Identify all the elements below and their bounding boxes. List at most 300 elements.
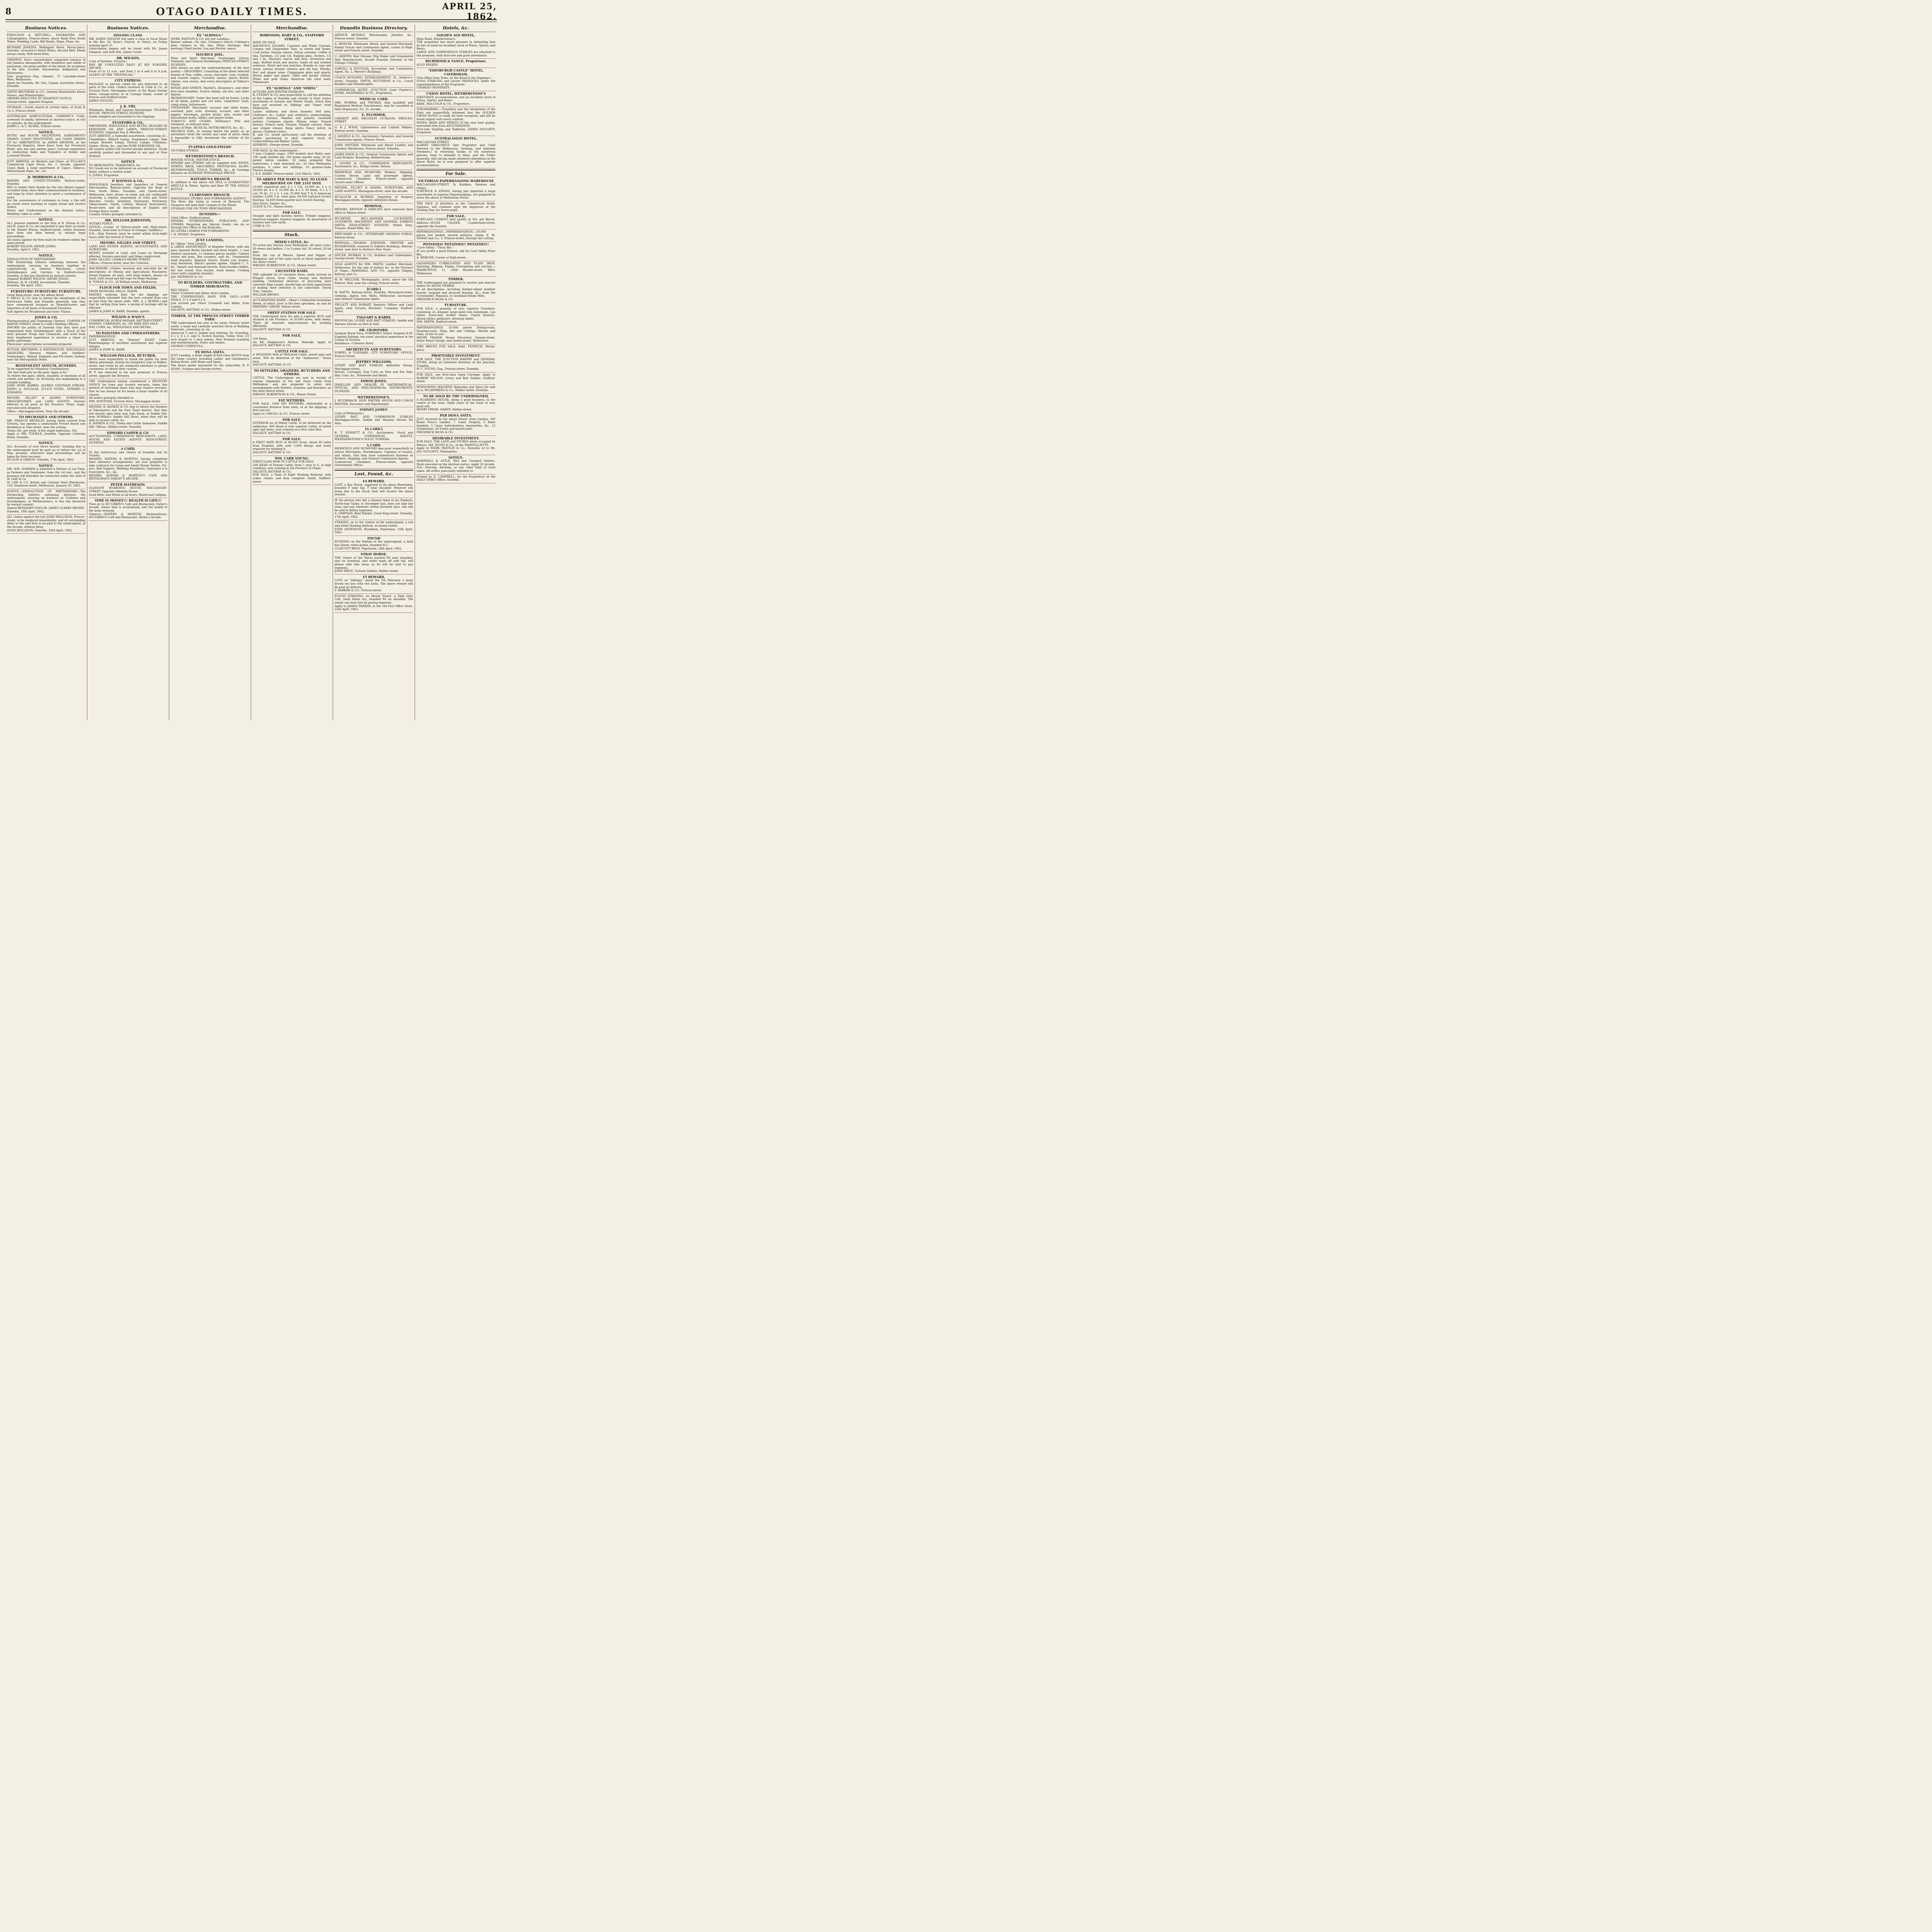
ad-text: M'CALLUM & MURRAY, Importers of Drapery, Maclaggan-street, opposite Abbeyleix House. <box>335 195 413 202</box>
ad-text: WRIGHT, ROBERTSON, & CO., Manse-street. <box>253 263 317 267</box>
ad-title: ROBINSON, HART & CO., STAFFORD STREET, <box>260 33 324 41</box>
ad-text: PARTIES ordering flour for the diggings are respectfully informed that the best colonial flour can be had from the above mills, (MR. A. J. BURNS,) and that by carting from here, a saving of carriage will be effected. <box>89 293 167 310</box>
ad-text: THE Undersigned are prepared to receive and execute orders for KAURI TIMBER, <box>417 281 495 288</box>
advertisement <box>7 90 85 105</box>
advertisement <box>335 575 413 594</box>
ad-text: Apply to MR. TOFIELD, Jeweller, Opposite Criterion Hotel, Dunedin. <box>7 432 85 439</box>
ad-text: LIVERY, BAIT, AND COMMISSION STABLES Maclaggan-street. Saddle and Harness Horses for Hire. <box>335 415 413 425</box>
advertisement <box>171 350 249 372</box>
advertisement <box>253 269 331 298</box>
ad-text: MINERS, STOREKEEPERS, PUBLICANS, AND OTHERS, Requiring any Special Goods, can do so through this Office or the Branches. <box>171 219 249 230</box>
ad-text: ACCLIMATISED RAMS.—Shaw's Celebrated Australian Breed, of which 'Jove' is the best specimen, on sale by FREDERIC GREER, Manse street. <box>253 298 331 309</box>
ad-title: JEFFREY WILLIAMS, <box>355 360 392 364</box>
ad-text: FROM MOSSGIEL MILLS, TAIERI. <box>89 289 138 293</box>
ad-text: Terms 30s. per week. A few single bedrooms, 35s. <box>7 429 78 432</box>
ad-text: FOR SALE, a quantity of very superior Furniture, consisting of—Elegant large-sized iron bedsteads, Loo tables, horse-hair stuffed chairs, Chests drawers, dining tables, palliasses, dressing tables. <box>417 306 495 320</box>
ad-text: RICHARD JENKINS, Wellington Hotel, Moray-place, Dunedin, Licensed to Retail Wines, Ale and Beer. Meals always ready. Well-aired Beds. <box>7 45 85 56</box>
ad-text: J. & E. BAIRD, Princes-street. 21st March, 1862. <box>253 172 321 175</box>
ad-title: CLARENDON BRANCH. <box>189 193 231 197</box>
ad-text: A. MERCER, Corner of High-street. <box>417 256 467 260</box>
advertisement <box>335 161 413 170</box>
ad-text: THE UNDERSIGNED HAVE FOR SALE:—6,000 DEALS, 11 x 3 and 9 x 3, <box>171 294 249 302</box>
advertisement <box>335 185 413 194</box>
ad-title: E. PLUMMER, <box>361 113 386 117</box>
ad-text: Printed by D. CAMPBELL, for the Proprietors at the DAILY TIMES Office, Dunedin. <box>417 474 495 482</box>
ad-text: RED DEALS. <box>171 288 189 292</box>
advertisement <box>7 440 85 463</box>
ad-text: VICTORIA STORES. <box>171 148 199 152</box>
ad-text: STORAGE.—Goods stored at current rates, at Scott & Co.'s, Princes-street. <box>7 105 85 112</box>
column-5 <box>333 25 415 720</box>
ad-text: George-street, opposite Hospital. <box>7 100 54 104</box>
ad-text: CATTLE. The Undersigned are now in receipt of regular shipments of Fat and Store Cattle from Wellington, and are prepared to enter into arrangements with Settlers, Graziers, and Butchers, on the most liberal terms. <box>253 376 331 393</box>
column-1 <box>5 25 87 720</box>
ad-text: To relieve the aged, infirm, disabled, or destitute of all creeds and nations, by receiving and maintaining in a suitable building. <box>7 374 85 384</box>
ad-text: ANNE MOLLISON. Dunedin, 23rd April, 1862. <box>7 528 73 532</box>
ad-text: SPICER, MURRAY, & CO., Builders and Undertakers, George-street, Dunedin. <box>335 253 413 260</box>
ad-title: PER DONA ANITA. <box>440 413 472 417</box>
ad-text: HAS always on sale the undermentioned, of the best quality:—GROCERIES. Consisting of the finest selected brands of Teas, coffee, cocoa, chocolate, Loaf, crushed, and counter sugars, Currants, raisins, spices, Butter, cheese, wax vestas, And every description of Oilmen's Stores. <box>171 66 249 87</box>
ad-text: COMMERCIAL HOTEL, JUNCTION, (Late Charlie's.) HOME, WEATHERLY & CO., Proprietors. <box>335 88 413 95</box>
ad-text: S. JONES, Proprietor. <box>89 173 119 177</box>
ad-text: AUCTIONEERS, COMMISSION MERCHANTS, LAND, HOUSE AND ESTATE AGENTS, HIGH-STREET, DUNEDIN. <box>89 434 167 445</box>
ad-title: TO SETTLERS, GRAZIERS, BUTCHERS AND OTHERS. <box>253 368 330 376</box>
ad-text: Dunedin, April 9, 1862. <box>7 248 40 252</box>
ad-text: RUNNING on the Station of the undersigned, a dark bay Horse, white points, branded H.C. <box>335 540 413 547</box>
advertisement <box>253 148 331 177</box>
advertisement <box>171 212 249 238</box>
advertisement <box>7 58 85 90</box>
advertisement <box>335 594 413 613</box>
ad-text: ALBERT GREGORIUS (late Proprietor and Chief Steward to the Melbourne, Geelong, and Adelaide Steamers,) in returning thanks to his numerous patrons, begs to intimate to them, and the Public generally, that having made extensive alterations in the above Hotel, he is now prepared to offer superior accommodation. <box>417 143 495 167</box>
ad-text: J. M'CORMACK, SIGN WRITER, HOUSE AND COACH PAINTER, Decorator and Paperhanger. <box>335 399 413 406</box>
advertisement <box>89 159 167 179</box>
ad-text: MR. WM. SOMNER is admitted a Partner of our Firm, as Farmers and Seedsmen, from the 1st inst., and the business will hereafter be conducted under the style of W. LAW & Co. <box>7 467 85 481</box>
ad-text: STRAYED, on to the station of the undersigned, a red and white Working Bullock, no brand visible. <box>335 520 413 528</box>
ad-text: The River Bar being in course of Removal, The Steamers will land their Cargoes at the Wharf. <box>171 200 249 207</box>
advertisement <box>89 218 167 241</box>
ad-text: LAND AND ESTATE AGENTS, ACCOUNTANTS, AND SURVEYORS. <box>89 244 167 252</box>
advertisement <box>417 277 495 303</box>
ad-title: NOTICE <box>121 160 135 164</box>
ad-text: N.B.—Ship Protests must be noted within forty-eight hours after the Arrival of Vessel. <box>89 232 167 239</box>
ad-text: American T. and G. lumber and shelving. Do. Scantling, 4 x 2, 6 x 2, and G. Scotch flooring. Cedar, from 1/2 inch boards to 3 inch planks. New Zealand scantling and weatherboards. Doors and sashes. <box>171 331 249 345</box>
ad-text: MACLAGGAN-STREET. <box>417 140 450 144</box>
advertisement <box>89 120 167 160</box>
advertisement <box>335 328 413 347</box>
ad-text: DALGETY, RATTRAY, & CO., Walker-street. <box>171 308 231 312</box>
advertisement <box>7 217 85 253</box>
ad-text: Spirits of Wine. MUSICAL INSTRUMENTS, &c., &c. <box>171 126 245 130</box>
issue-date: APRIL 25, 1862. <box>442 2 497 22</box>
ad-text: BAKERS AND CONFECTIONERS, Rattray-street, Dunedin. <box>7 179 85 186</box>
ad-text: Wholesale, Retail, and General Storekeeper, TELEPKA HOUSE, PRINCES STREET, DUNEDIN. <box>89 108 167 115</box>
section-heading: Stock. <box>253 231 331 238</box>
ad-title: [A CARD.] <box>365 427 383 431</box>
ad-title: TO PAINTERS AND UPHOLSTERERS. <box>95 331 161 335</box>
advertisement <box>7 363 85 396</box>
advertisement <box>417 303 495 325</box>
ad-title: TO ARRIVE PER MARY & RAY, TO LEAVE MELBOURNE ON THE 21ST INST. <box>256 177 328 185</box>
advertisement <box>417 242 495 261</box>
ad-title: ARCHITECTS AND SURVEYORS. <box>345 347 402 351</box>
ad-text: Subscription papers will be found with Mr. James Simpson, and with Wm. James Currie. <box>89 47 167 54</box>
ad-title: WETHERSTONE'S BRANCH. <box>185 154 235 158</box>
advertisement <box>171 52 249 145</box>
advertisement <box>253 298 331 310</box>
ad-text: WINTER STOCK. WINTER STOCK. <box>171 158 221 162</box>
ad-text: JOHN HYDE HARRIS. ALFRED CHETHAM STRODE. JAMES A. DOUGLAS. JULIUS VOGEL. EDWARD G. EDWARDS. <box>7 384 85 394</box>
ad-text: MESSRS. PILLIET & ADAMS, SURVEYORS, DRAUGHTSMEN, and LAND AGENTS. Surveys effected in all parts of the Province. Plans, maps, executed with despatch. <box>7 396 85 410</box>
ad-text: Apply to WEBB, PANTLIN & Co., Dunedin; or to Mr. JAS. DOUGHTY, Tokomairiro. <box>417 446 495 453</box>
advertisement <box>7 45 85 58</box>
ad-text: NOTICE.—DISSOLUTION OF PARTNERSHIP.—The Partnership hitherto subsisting between the undersigned, carrying on business as Clothiers and Storekeepers, at Wetherstone's, is this day dissolved by mutual consent. <box>7 490 85 507</box>
ad-title: AUSTRALASIAN HOTEL, <box>434 136 478 141</box>
advertisement <box>417 214 495 230</box>
advertisement <box>171 33 249 52</box>
ad-text: MAY BE CONSULTED DAILY AT HIS SURGERY, ARCADE, <box>89 63 167 70</box>
advertisement <box>417 201 495 214</box>
ad-text: COACH BUILDING ESTABLISHMENT, St. Andrew's-street, Dunedin. SMITH, HUTCHENS & Co., Coach Builders and Wheelwrights. <box>335 75 413 86</box>
ad-title: [CARD.] <box>367 287 381 291</box>
ad-title: EX DONA ANITA. <box>195 350 225 354</box>
ad-text: Sole proprietor—Day, chemist, 27 Lonsdale-street West, Melbourne. <box>7 74 85 82</box>
ad-text: Offices—Princes-street, near the Criterion. <box>89 261 150 265</box>
ad-title: CATTLE FOR SALE. <box>275 349 309 353</box>
ad-text: W. P. has removed to his new premises in Princes street, opposite the Brewery. <box>89 371 167 378</box>
ad-title: BENEVOLENT ASYLUM, DUNEDIN. <box>15 363 77 367</box>
ad-text: HAY, CORN, &c. WHOLESALE AND RETAIL. <box>89 325 152 329</box>
masthead <box>5 4 497 20</box>
ad-text: HENRY FREDK. HARDY, Walker-street. <box>417 408 472 412</box>
ad-text: MERIFIELD AND MUMFORD, Brokers, Shipping, Custom House, Land and passenger Agents, Commercial Chambers, Princes-street, opposite Govern ment Offices. <box>335 170 413 184</box>
ad-title: NOTICE. <box>38 253 54 258</box>
advertisement <box>89 353 167 379</box>
ad-title: TIME IS MONEY!!! HEALTH IS LIFE!!! <box>94 498 162 503</box>
ad-text: B. UTEMPT & CO. beg respectfully to call the attention of the Ladies of Dunedin and vicinity to their choice assortment of Autumn and Winter Goods, which they have just received ex 'Aldinga' and 'Omeo' from Melbourne. <box>253 93 331 110</box>
column-heading: Merchandise. <box>253 25 331 32</box>
ad-text: STATIONERY. Merchants' account and other books, overland, post, note, drawing, account, and other papers; Envelopes, pocket books, also, novels and educational works, bibles, and prayer books. <box>171 106 249 120</box>
ad-text: PAPERHANGINGS. 10,000 pieces Dining-room, Drawing-room, Shop, Bar and Ceilings, Marble and Oaks, in lots to suit. <box>417 325 495 336</box>
ad-text: DALGETY, RATTRAY, & CO. <box>253 363 292 367</box>
advertisement <box>335 407 413 427</box>
ad-title: STRAY HORSE. <box>361 552 387 556</box>
ad-text: BAGGAGE or parcels called for and delivered to all parts of the town. Orders received at Cobb & Co., at Victoria Store, Maclaggan-street; at the Royal George Hotel, George-street; or at Cartage Stand, corner of Princes and Stafford-street. <box>89 82 167 99</box>
advertisement <box>335 253 413 262</box>
ad-text: Country Orders promptly attended to. <box>89 213 143 216</box>
ad-title: POTATOES! POTATOES!! POTATOES!! <box>423 242 489 246</box>
ad-text: ALL persons indebted to the firm of R. Wilson & Co. and H. Jones & Co. are requested to pay their accounts to Mr. Robert Wilson, Stafford-street, within fourteen days from this date hereof, to obviate legal proceedings. <box>7 221 85 238</box>
ad-text: All claims against the firm must be rendered within the same period. <box>7 238 85 245</box>
ad-text: (Signed) ROBERT WILSON. HENRY JONES. <box>7 277 69 281</box>
ad-text: FOR SALE, THE LAND and STORES lately occupied by Messrs. JAS. WOOD & Co., at the WAIHOLA JETTY. <box>417 440 495 447</box>
ad-title: SYDNEY JAMES' <box>359 408 388 412</box>
ad-title: TO BE SOLD BY THE UNDERSIGNED, <box>423 394 489 398</box>
column-heading: Hotels, &c. <box>417 25 495 32</box>
ad-text: IF the person who left a chesnut mare in my Paddock, North-east Valley, in December last, does not take her away and pay expenses within fourteen days, she will be sold to defray expenses. <box>335 498 413 512</box>
advertisement <box>89 430 167 446</box>
ad-text: The above goods warranted by the subscriber, R. P. ADAM, Octagon and George-streets. <box>171 364 249 371</box>
ad-text: A. SIMPSON, Beef Market, Great King-street. Dunedin, 17th April, 1862. <box>335 512 413 519</box>
ad-text: IF you prefer a good Potatoe, ask for Cave Valley Flour Bin. <box>417 249 495 256</box>
ad-title: EDWARD CASPER & CO. <box>107 430 150 435</box>
ad-text: Oliver Cromwell and Akbar, from London. <box>171 291 230 295</box>
advertisement <box>335 347 413 360</box>
ad-title: MESSRS. GILLIES AND STREET, <box>100 241 156 245</box>
column-heading: Business Notices. <box>7 25 85 32</box>
advertisement <box>89 179 167 218</box>
ad-title: WM. CARR YOUNG. <box>275 456 309 460</box>
advertisement <box>335 216 413 232</box>
column-3 <box>169 25 251 720</box>
ad-text: ALL claims against the late JOHN MOLLISON, Princes-street, to be rendered immediately; and all outstanding debts to the said firm to be paid to the undersigned, at the Arcade, without delay. <box>7 515 85 529</box>
ad-text: Sole Agents for Broadwood and Sons' Pianos. <box>7 310 71 313</box>
ad-text: WINNOWING MACHINE (Ransome and Sims) for sale by A. M'LANDRESS & Co., Walker-street, Dunedin. <box>417 385 495 392</box>
ad-text: FIRST-RATE accommodation, and an excellent stock of Wines, Spirits, and Beers. <box>417 95 495 102</box>
ad-text: J. LEVIEN & CO., COMMISSION MERCHANTS, Auctioneers, &c., Bridge-street, Nelson. <box>335 161 413 168</box>
ad-text: MACHINERY.—Orders received and executed for all descriptions of Mining and Agricultural Machinery, Steam Engines, all sizes, with large boilers, always on hand, with round and flat rope for Rope Haulage. <box>89 267 167 281</box>
ad-text: MAURITIUS SUGARS, Counters and White Crystals, Congou and Gunpowder Teas, in chests and boxes; Cork butter, Dunlop cheese, Patras currants, Coffee in tins, Sardines, 1/2 and 1/4, English jams, Oysters, 1/2 and 1 lb., Mustard, starch, and blue, Arrowroot and sago, Bottled fruits and sauces, Salad oil and scented essences, Wood and wax matches, Brandy in case and wood, various brands; Geneva and old tom; Whisky; Port and ginger wine; Champagne pints and quarts; Brown paper and paper; Table and pocket cutlery; White and gold china; American tail clout nails; Platedware. <box>253 44 331 84</box>
ad-title: NOTICE. <box>448 455 464 459</box>
ad-text: GOOD STABLING and secure PADDOCKS, under the superintendence of the Proprietor. <box>417 79 495 86</box>
ad-text: PORTLAND CEMENT, best quality at 30s. per Barrel. Address—HUGH CALDER, Cumberland-street, opposite the Foundry. <box>417 218 495 228</box>
ad-text: MAURICE JOEL, in coming before the public as an advertiser—from the variety and value of stock—finds it impossible to fully enumerate the articles of his Stock. <box>171 129 249 143</box>
ad-text: Signed BENJAMIN NAYLOR. JAMES CLARKE BROWN. <box>7 506 85 510</box>
ad-text: AUSTRALIAN AGRICULTURAL COMPANY'S COAL, screened of smithy, delivered at shortest notice, in city or suburbs, by the undersigned. <box>7 114 85 125</box>
ad-text: W. WATTS, Rattray-street, Dunedin; Moorabool-street, Geelong.—Agent, Geo. Watts, Melbourne: Auctioneer and General Commission Agent. <box>335 291 413 301</box>
ad-text: PORTWICK & ATKINS, having just imported a large assortment of superior Paperhangings, are prepared to serve the above at Melbourne Prices. <box>417 189 495 200</box>
advertisement <box>7 33 85 45</box>
ad-text: MESSRS. WATERS & MORTON, having completed their extensive arrangements, are now prepared to take contracts for Large and Small Dinner Parties, Pic-nics, Ball Suppers, Wedding Breakfasts, Dejeuners a la Fourchette, &c., &c. <box>89 457 167 474</box>
ad-title: TUAPEKA GOLD-FIELDS' <box>188 145 232 149</box>
ad-text: STORAGE FOR 500 TONS MERCHANDISE. <box>171 206 233 210</box>
ad-text: 200 HEAD of Female Cattle, from 1 year to 6, in high condition, now running in the Province of Otago. <box>253 463 331 470</box>
ad-text: Surgeon Royal Navy, FORMERLY Senior Surgeon H.M. Flagship Raleigh; ten years' practical experience in the Colony of Victoria. <box>335 332 413 342</box>
ad-text: THE undersigned has now in his yards, Princes street south, a large and carefully assorted Stock of Building Materials, consisting of, viz., <box>171 321 249 332</box>
ad-text: NO Goods are to be delivered on account of Provincial Hotel, without a written order. <box>89 167 167 173</box>
advertisement <box>335 287 413 303</box>
advertisement <box>335 97 413 112</box>
advertisement <box>335 552 413 575</box>
column-6 <box>415 25 497 720</box>
advertisement <box>253 437 331 456</box>
ad-text: Pastry and Confectionery on the shortest notice. Wedding Cakes to order. <box>7 208 85 216</box>
advertisement <box>335 443 413 469</box>
advertisement <box>417 230 495 242</box>
advertisement <box>417 261 495 277</box>
ad-text: FREDERICK MOSS & CO. <box>417 430 454 434</box>
ad-text: R. TOWNS & CO., 26 William-street, Melbourne. <box>89 280 158 284</box>
ad-text: BEG to tender their thanks for the very liberal support accorded them since their commencement in business, and hope by strict attention to merit a continuance of same. <box>7 185 85 199</box>
ad-text: AULD REEKIE! <box>417 63 439 66</box>
ad-text: Draught and light harness horses; Freight waggons; American buggies; Express waggons; An assortment of harness and corn sacks. <box>253 214 331 224</box>
ad-text: "He that hath pity on the poor, lappy is he." <box>7 371 68 374</box>
advertisement <box>335 520 413 536</box>
advertisement <box>417 455 495 474</box>
ad-text: HORSES, CARRIAGES, &c. ON HIRE AND SALE. <box>89 322 159 326</box>
advertisement <box>335 88 413 97</box>
advertisement <box>417 474 495 483</box>
ad-text: GLASGOW BOARDING HOUSE, MACLAGGAN-STREET, Opposite Abbeleix House. <box>89 486 167 493</box>
ad-text: SMITH BROTHERS & CO., General Blacksmiths Horse Shoers, and Wheelwrights. <box>7 90 85 97</box>
ad-text: A FIRST RATE RUN of 40,000 Acres, about 60 miles from Dunedin, with over 5,000 Sheep; and every requisite for working it. <box>253 440 331 451</box>
ad-title: A CARD. <box>121 446 136 451</box>
ad-text: THE SALE of Jewellery at the Commercial Hotel, Upstairs, will continue until the departure of the Guiding Star, for Invercargill. <box>417 201 495 212</box>
ad-text: PAPERHANGINGS. <box>89 335 116 338</box>
ad-title: FURNITURE! FURNITURE! FURNITURE. <box>10 289 82 293</box>
ad-text: F. KRULL & CO. beg to inform the inhabitants of the North-east Valley and Dunedin generally, that they have commenced business as Manufacturers and Importers of all kinds of Household Furniture. <box>7 296 85 310</box>
ad-text: For the convenience of customers in town, a Van will go round every morning to supply bread and receive orders. <box>7 199 85 209</box>
ad-text: DRS. WORRAL and THOMAS, duly qualified and Registered Medical Practitioners, may be consulted at their Dispensary, No. 35, Arcade. <box>335 100 413 111</box>
advertisement <box>335 54 413 66</box>
ad-text: JAMES & JOHN H. BARR, Dunedin, agents. <box>89 309 150 313</box>
ad-text: (Two Miles from Town, on the Road to the Diggings.) <box>417 76 492 80</box>
ad-text: JUST ARRIVED, a Splendid Assortment, consisting of—Chandeliers, Billiard Lamps, Suspension Lamps, Side Lamps, Bracket Lamps, Parlour Lamps; Chimneys, Globes, Wicks, &c.; and the PURE KEROSENE OIL. <box>89 134 167 148</box>
advertisement <box>89 56 167 78</box>
advertisement <box>335 315 413 328</box>
advertisement <box>335 262 413 277</box>
advertisement <box>417 91 495 107</box>
ad-text: DISSOLUTION OF PARTNERSHIP. <box>7 257 56 261</box>
ad-text: THE Undersigned having commenced a REGISTRY OFFICE for town and country servants, takes this method of informing those who may require servants, that he has always on his books a large number of all classes. <box>89 379 167 396</box>
ad-text: SOLE AGENTS for WM. SMITH, Leather Merchant, Melbourne, for the sale of leather &c. in the Province of Otago.—MARSHALL AND CO., opposite Dalgety, Rattray, and Co. <box>335 262 413 276</box>
advertisement <box>171 280 249 313</box>
ad-text: PROVINCIAL LIVERY AND BAIT STABLES. Saddle and Harness Horses on Hire & Sale. <box>335 319 413 326</box>
ad-text: Dunedin, 9th April, 1862. <box>7 284 43 287</box>
advertisement <box>253 368 331 398</box>
ad-title: TO MECHANICS AND OTHERS. <box>19 415 74 419</box>
advertisement <box>253 33 331 86</box>
ad-text: Wine and Spirit Merchant, Ironmonger, Grocer, Stationer, and General Storekeeper, PRINCES-STREET, DUNEDIN, <box>171 56 249 66</box>
ad-text: THE Partnership hitherto subsisting between the undersigned, carrying on business together in copartnership as General Merchants, Livery Stablekeepers and Carriers, in Stafford-street, Dunedin, is this day dissolved by mutual consent. <box>7 260 85 277</box>
ad-title: MAURICE JOEL, <box>196 52 224 56</box>
advertisement <box>89 285 167 315</box>
ad-title: TO BUILDERS, CONTRACTORS, AND TIMBER MERCHANTS. <box>178 281 242 288</box>
ad-text: FOR SALE, THE JUNCTION BAKERY and GENERAL STORE, doing an extensive Business at the Junction, Tuapeka. <box>417 357 495 367</box>
ad-text: PAPERHANGINGS.—PAPERHANGINGS.—30,000 pieces just landed, several patterns, cheap. E. M. INMAN and Co., 3, Princes-street, through the cutting. <box>417 230 495 240</box>
advertisement <box>417 59 495 68</box>
ad-text: JOHN SWITZER, Wholesale and Retail Leather and Grindery Warehouse, Princes-street, Dunedin. <box>335 143 413 151</box>
advertisement <box>335 33 413 42</box>
ad-text: SUPERIOR lot of Mixed Cattle, to be delivered on the Ashburton. 800 Head of very superior Cattle, of mixed ages and sexes, now running on a first class Run. <box>253 421 331 432</box>
ad-text: JAMES & JOHN H. BARR. <box>89 348 126 352</box>
advertisement <box>417 394 495 413</box>
advertisement <box>253 349 331 368</box>
ad-text: Just arrived per Oliver Cromwell and Akbar, from London. <box>171 301 249 308</box>
ad-text: CHARGES MODERATE. <box>417 86 451 90</box>
column-2 <box>87 25 169 720</box>
advertisement <box>171 177 249 192</box>
advertisement <box>335 195 413 204</box>
ad-title: CITY EXPRESS. <box>114 78 142 83</box>
advertisement <box>89 446 167 482</box>
advertisement <box>335 143 413 152</box>
ad-title: FOR SALE. <box>282 437 301 441</box>
ad-text: TOKOMAIRIRO.—Travellers and the inhabitants of the Plain are respectfully informed that the GOLDEN CROSS HOTEL is ready for their reception, and will be found replete with every comfort. <box>417 107 495 121</box>
ad-title: MIXED CATTLE, &c. <box>274 240 310 244</box>
ad-text: JAS. PATERSON & CO. <box>171 275 203 279</box>
ad-text: From 10 to 12 a.m., and from 2 to 4 and 6 to 8 p.m. SLEEPS AT THE "PROVINCIAL." <box>89 69 167 77</box>
ad-text: TOBACCO AND CIGARS, Holloway's Pills and Ointment, at reduced rates. <box>171 119 249 126</box>
advertisement <box>335 42 413 54</box>
advertisement <box>417 353 495 372</box>
ad-text: From the run of Messrs. Speed and Higgie, of Wanganui, and of the same stock as those imported in the above vessel. <box>253 253 331 264</box>
ad-text: Great King-street, near the Albion Hotel. <box>7 293 65 297</box>
ad-text: A SPLENDID Mob of Well-bred Cattle, mixed ages and sexes. Will be delivered at the "Ashburton." Terms easy. <box>253 353 331 363</box>
ad-text: IRONMONGERY. Under this head will be found—Locks of all kinds, patent and cut nails, carpenters' tools, camp ovens, hollowware. <box>171 96 249 106</box>
ad-title: £4 REWARD. <box>362 479 385 483</box>
advertisement <box>417 385 495 394</box>
column-4 <box>251 25 333 720</box>
ad-text: To the Aristocracy and Gentry of Dunedin and its Vicinity. <box>89 450 167 457</box>
ad-title: FOR SALE, <box>446 214 466 218</box>
advertisement <box>335 66 413 75</box>
ad-text: FIRST-CLASS MOB OF CATTLE FOR SALE. <box>253 460 315 464</box>
ad-text: J. DANIELS & CO., Auctioneers, Valuators, and General Commission Agents, Princes Street. <box>335 134 413 141</box>
ad-title: FOR SALE, <box>282 333 301 337</box>
ad-text: N.B.—Fencing, ditching, or any other kind of work taken. All orders punctually attended to. <box>417 466 495 473</box>
ad-title: DR. WILSON, <box>116 56 140 60</box>
advertisement <box>89 482 167 498</box>
advertisement <box>171 154 249 177</box>
ad-text: (Late of Kyneton, Victoria,) <box>89 60 127 63</box>
advertisement <box>7 130 85 159</box>
ad-text: JUST ARRIVED, ex Western and Omeo, at FULLAN'S Commercial Cigar Divan, No. 1, Arcade, opposite Union Bank, a large assortment of Cigars, Tobacco, Meerschaum Pipes, &c., &c. <box>7 159 85 173</box>
ad-text: Main Road, Weatherstone's. <box>417 37 456 41</box>
ad-text: Physicians' prescriptions accurately prepared. <box>7 342 73 346</box>
advertisement <box>335 277 413 286</box>
ad-text: BEGS most respectfully to thank the public for their liberal patronage, during his temporary stay in Walker-street, and trusts by his continued exertions to please customers, to obtain their custom. <box>89 357 167 371</box>
ad-title: MEDICAL CARD. <box>359 97 389 101</box>
ad-text: JUST Landing, a large supply of first-class BOOTS from the home country, including Ladies' and Gentlemen's Riding Boots, with Boxes and Spats. <box>171 354 249 364</box>
advertisement <box>417 413 495 436</box>
advertisement <box>89 104 167 120</box>
ad-text: FOUND STRAYING, on Mount Stuart, a Dark Grey Colt, (with halter on), branded FA on shoulder. The owner can have him by paying expenses. <box>335 594 413 604</box>
advertisement <box>335 479 413 498</box>
advertisement <box>7 415 85 440</box>
ad-text: CARGILL & DOUGLAS, Accountant and Commission Agent, No. 2, Mercer's Buildings. <box>335 66 413 74</box>
ad-text: MESSRS. WATERS & MORTON'S CAFE AND RESTAURANT, FARLEY'S ARCADE. <box>89 473 167 481</box>
ad-text: AUTUMN AND WINTER FASHIONS. <box>253 90 305 94</box>
ad-text: ALL Accounts of over three months' standing due to the undersigned must be paid on or before the 1st of May, proximo, otherwise legal proceedings will be taken for their recovery. <box>7 444 85 458</box>
ad-text: WHOLESALE STORES AND FORWARDING AGENCY. <box>171 196 247 200</box>
ad-title: REMOVAL. <box>364 204 383 208</box>
ad-text: W. M. MELUISH, Photographic Artist, above the Old Fellows' Hall, near the cutting, Princes-street. <box>335 278 413 285</box>
ad-text: GEORGE O'DRISCOLL. <box>171 344 204 348</box>
ad-text: OFFICE:—Corner of Princes-street and High-street, Dunedin, (next door to Fraser & Granger, Saddlers.) <box>89 225 167 232</box>
ad-text: LOST, ex "Aldinga," about the 5th February, a large brown tea box with two locks. The above reward will be paid on delivery. <box>335 578 413 589</box>
advertisement <box>7 175 85 217</box>
ad-text: G. & J. M'KAY, Upholsterers and Cabinet Makers, Rattray-street, Dunedin. <box>335 126 413 133</box>
advertisement <box>89 315 167 330</box>
ad-text: All orders promptly attended to. <box>89 396 134 400</box>
advertisement <box>89 33 167 56</box>
ad-title: D. MORRISON & CO., <box>27 175 65 179</box>
ad-title: A CARD. <box>366 443 381 447</box>
ad-text: PORPEL & TOXWARD, CITY SURVEYORS' OFFICE, Princes Street. <box>335 351 413 358</box>
ad-text: NO EXTRA CHARGE FOR FORWARDING <box>171 229 230 233</box>
advertisement <box>417 107 495 136</box>
ad-title: MR. WILLIAM JOHNSTON, <box>105 218 151 222</box>
advertisement <box>89 240 167 266</box>
ad-text: WRIGHT, ROBERTSON & CO., Manse Street. <box>253 393 317 396</box>
ad-text: 100 Rams. <box>253 337 268 341</box>
advertisement <box>417 136 495 168</box>
ad-text: B. and Co. would particularly call the attention of Ladies purchasing to their superior stock of Underclothing and Babies' Linen. <box>253 133 331 143</box>
advertisement <box>335 379 413 395</box>
ad-text: THE Owner of the Horse marked RS near shoulder, star on forehead, and white mark off side tail, will please take him away, as he will be sold to pay expenses. <box>335 556 413 570</box>
ad-title: EX "ALDINGA." <box>196 33 224 37</box>
